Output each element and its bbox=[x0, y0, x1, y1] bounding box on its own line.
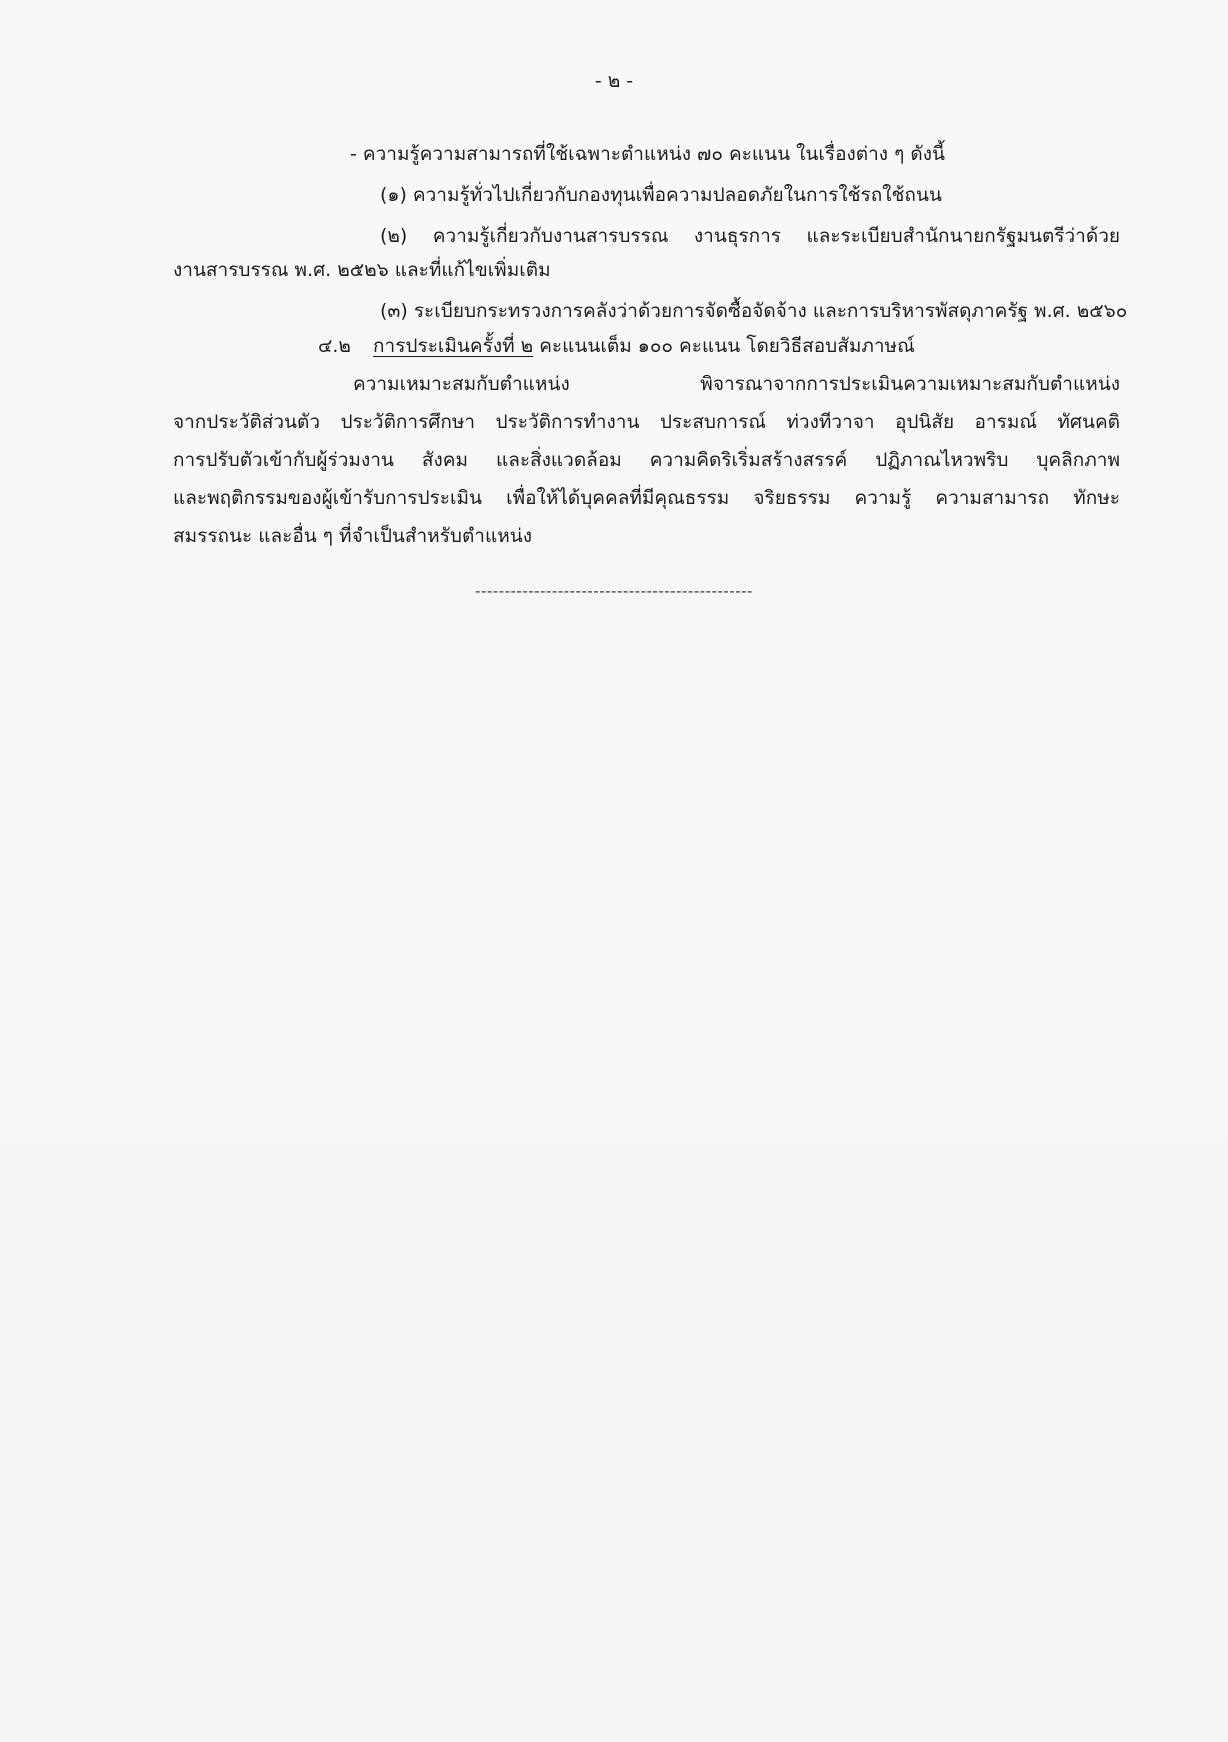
page-number: - ๒ - bbox=[594, 70, 634, 92]
paragraph-line-5: สมรรถนะ และอื่น ๆ ที่จำเป็นสำหรับตำแหน่ง bbox=[173, 525, 533, 547]
paragraph-line-1: ความเหมาะสมกับตำแหน่ง พิจารณาจากการประเมินความเหมาะสมกับตำแหน่ง bbox=[353, 373, 1120, 395]
item-2-continued: งานสารบรรณ พ.ศ. ๒๕๒๖ และที่แก้ไขเพิ่มเติม bbox=[173, 259, 551, 281]
knowledge-heading: - ความรู้ความสามารถที่ใช้เฉพาะตำแหน่ง ๗๐ คะแนน ในเรื่องต่าง ๆ ดังนี้ bbox=[350, 143, 945, 165]
item-2: (๒) ความรู้เกี่ยวกับงานสารบรรณ งานธุรการ และระเบียบสำนักนายกรัฐมนตรีว่าด้วย bbox=[380, 225, 1120, 247]
item-1: (๑) ความรู้ทั่วไปเกี่ยวกับกองทุนเพื่อความปลอดภัยในการใช้รถใช้ถนน bbox=[380, 184, 942, 206]
section-4-2 bbox=[318, 332, 915, 360]
end-separator: ----------------------------------------------- bbox=[475, 582, 753, 600]
section-description: คะแนนเต็ม ๑๐๐ คะแนน โดยวิธีสอบสัมภาษณ์ bbox=[533, 335, 915, 357]
section-number: ๔.๒ bbox=[318, 335, 351, 357]
paragraph-line-3: การปรับตัวเข้ากับผู้ร่วมงาน สังคม และสิ่งแวดล้อม ความคิดริเริ่มสร้างสรรค์ ปฏิภาณไหวพริบ บุคลิกภาพ bbox=[173, 449, 1120, 471]
paragraph-line-2: จากประวัติส่วนตัว ประวัติการศึกษา ประวัติการทำงาน ประสบการณ์ ท่วงทีวาจา อุปนิสัย อารมณ์ ทัศนคติ bbox=[173, 411, 1120, 433]
paragraph-line-4: และพฤติกรรมของผู้เข้ารับการประเมิน เพื่อให้ได้บุคคลที่มีคุณธรรม จริยธรรม ความรู้ ความสามารถ ทักษะ bbox=[173, 487, 1120, 509]
item-3: (๓) ระเบียบกระทรวงการคลังว่าด้วยการจัดซื้อจัดจ้าง และการบริหารพัสดุภาครัฐ พ.ศ. ๒๕๖๐ bbox=[380, 300, 1128, 322]
section-title-underlined: การประเมินครั้งที่ ๒ bbox=[373, 335, 534, 357]
